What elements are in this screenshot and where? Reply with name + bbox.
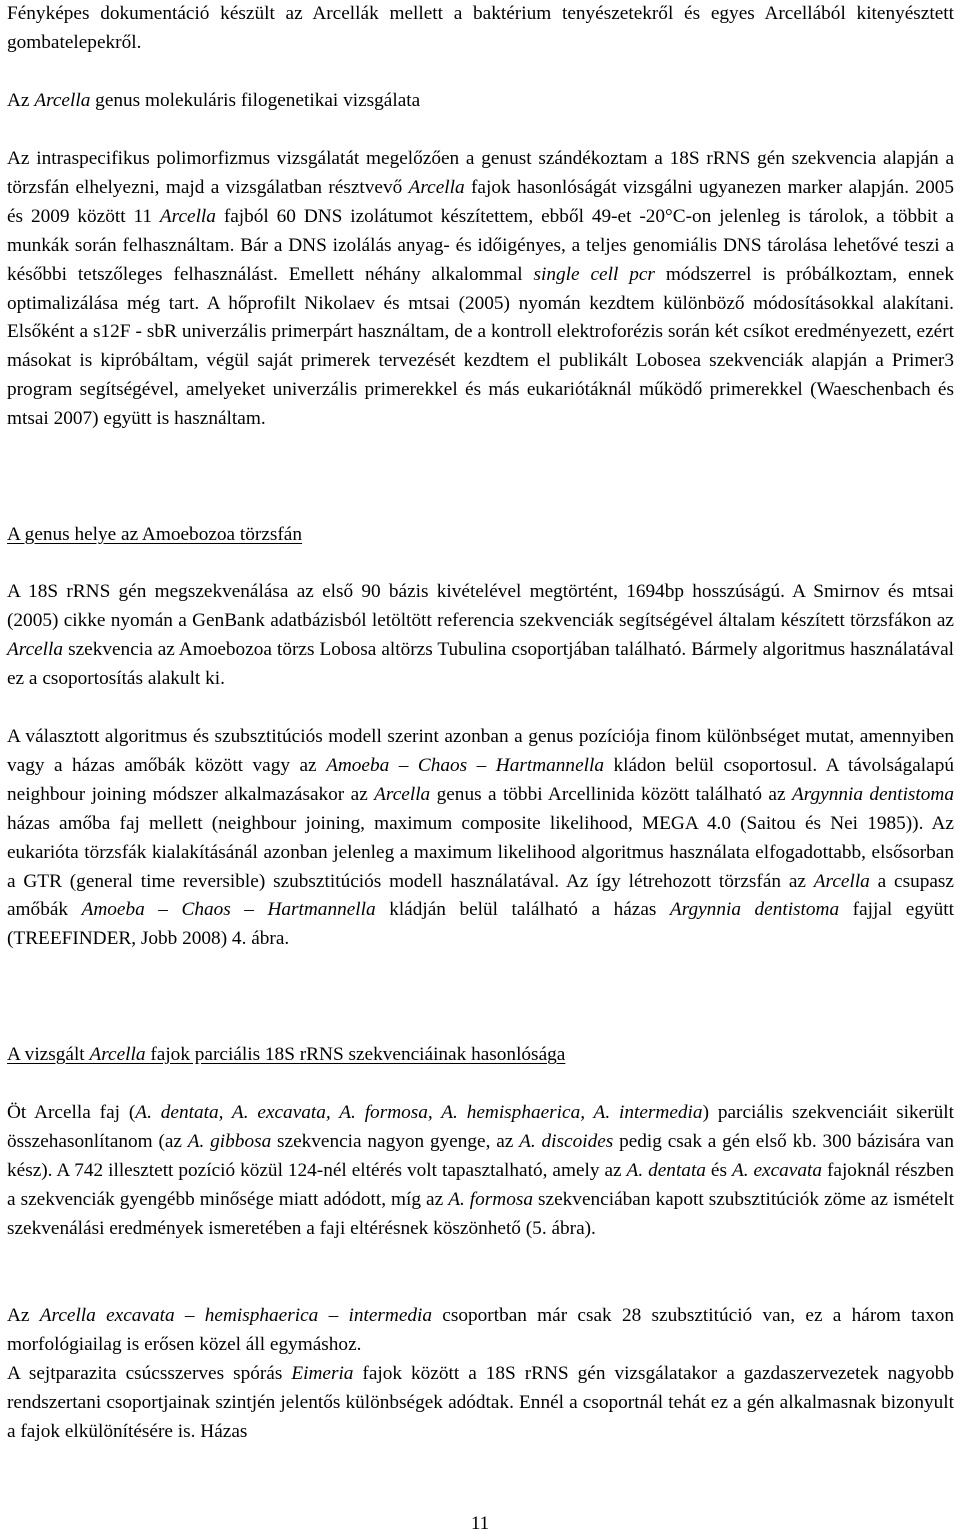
paragraph-methods: Az intraspecifikus polimorfizmus vizsgálatát megelőzően a genust szándékoztam a 18S rRNS gén szekvencia alapján a törzsfán elhelyezni, majd a vizsgálatban résztvevő Arcella fajok hasonlóságát vizsgálni ugyanezen marker alapján. 2005 és 2009 között 11 Arcella fajból 60 DNS izolátumot készítettem, ebből 49-et -20°C-on jelenleg is tárolok, a többit a munkák során felhasználtam. Bár a DNS izolálás anyag- és időigényes, a teljes genomiális DNS tárolása lehetővé teszi a későbbi tetszőleges felhasználást. Emellett néhány alkalommal single cell pcr módszerrel is próbálkoztam, ennek optimalizálása még tart. A hőprofilt Nikolaev és mtsai (2005) nyomán kezdtem különböző módosításokkal alakítani. Elsőként a s12F - sbR univerzális primerpárt használtam, de a kontroll elektroforézis során két csíkot eredményezett, ezért másokat is kipróbáltam, végül saját primerek tervezését kezdtem el publikált Lobosea szekvenciák alapján a Primer3 program segítségével, amelyeket univerzális primerekkel és más eukariótáknál működő primerekkel (Waeschenbach és mtsai 2007) együtt is használtam. bbox=[7, 148, 954, 430]
paragraph-algorithms: A választott algoritmus és szubsztitúciós modell szerint azonban a genus pozíciója finom különbséget mutat, amennyiben vagy a házas amőbák között vagy az Amoeba – Chaos – Hartmannella kládon belül csoportosul. A távolságalapú neighbour joining módszer alkalmazásakor az Arcella genus a többi Arcellinida között található az Argynnia dentistoma házas amőba faj mellett (neighbour joining, maximum composite likelihood, MEGA 4.0 (Saitou és Nei 1985)). Az eukarióta törzsfák kialakításánál azonban jelenleg a maximum likelihood algoritmus használata elfogadottabb, elsősorban a GTR (general time reversible) szubsztitúciós modell használatával. Az így létrehozott törzsfán az Arcella a csupasz amőbák Amoeba – Chaos – Hartmannella kládján belül található a házas Argynnia dentistoma fajjal együtt (TREEFINDER, Jobb 2008) 4. ábra. bbox=[7, 726, 954, 950]
section-heading-similarity: A vizsgált Arcella fajok parciális 18S rRNS szekvenciáinak hasonlósága bbox=[7, 1044, 566, 1065]
paragraph-species-comparison: Öt Arcella faj (A. dentata, A. excavata, A. formosa, A. hemisphaerica, A. intermedia) parciális szekvenciáit sikerült összehasonlítanom (az A. gibbosa szekvencia nagyon gyenge, az A. discoides pedig csak a gén első kb. 300 bázisára van kész). A 742 illesztett pozíció közül 124-nél eltérés volt tapasztalható, amely az A. dentata és A. excavata fajoknál részben a szekvenciák gyengébb minősége miatt adódott, míg az A. formosa szekvenciában kapott szubsztitúciók zöme az ismételt szekvenálási eredmények ismeretében a faji eltérésnek köszönhető (5. ábra). bbox=[7, 1102, 955, 1239]
paragraph-excavata-group: Az Arcella excavata – hemisphaerica – intermedia csoportban már csak 28 szubsztitúció van, ez a három taxon morfológiailag is erősen közel áll egymáshoz. bbox=[7, 1305, 954, 1355]
paragraph-sequencing: A 18S rRNS gén megszekvenálása az első 90 bázis kivételével megtörtént, 1694bp hosszúságú. A Smirnov és mtsai (2005) cikke nyomán a GenBank adatbázisból letöltött referencia szekvenciák segítségével általam készített törzsfákon az Arcella szekvencia az Amoebozoa törzs Lobosa altörzs Tubulina csoportjában található. Bármely algoritmus használatával ez a csoportosítás alakult ki. bbox=[7, 581, 954, 689]
section-heading-phylogenetics: Az Arcella genus molekuláris filogenetikai vizsgálata bbox=[7, 90, 421, 111]
section-heading-genus-position: A genus helye az Amoebozoa törzsfán bbox=[7, 524, 303, 545]
page-number: 11 bbox=[470, 1513, 490, 1534]
intro-paragraph: Fényképes dokumentáció készült az Arcellák mellett a baktérium tenyészetekről és egyes Arcellából kitenyésztett gombatelepekről. bbox=[7, 3, 954, 53]
paragraph-eimeria: A sejtparazita csúcsszerves spórás Eimeria fajok között a 18S rRNS gén vizsgálatakor a gazdaszervezetek nagyobb rendszertani csoportjainak szintjén jelentős különbségek adódtak. Ennél a csoportnál tehát ez a gén alkalmasnak bizonyult a fajok elkülönítésére is. Házas bbox=[7, 1363, 954, 1442]
